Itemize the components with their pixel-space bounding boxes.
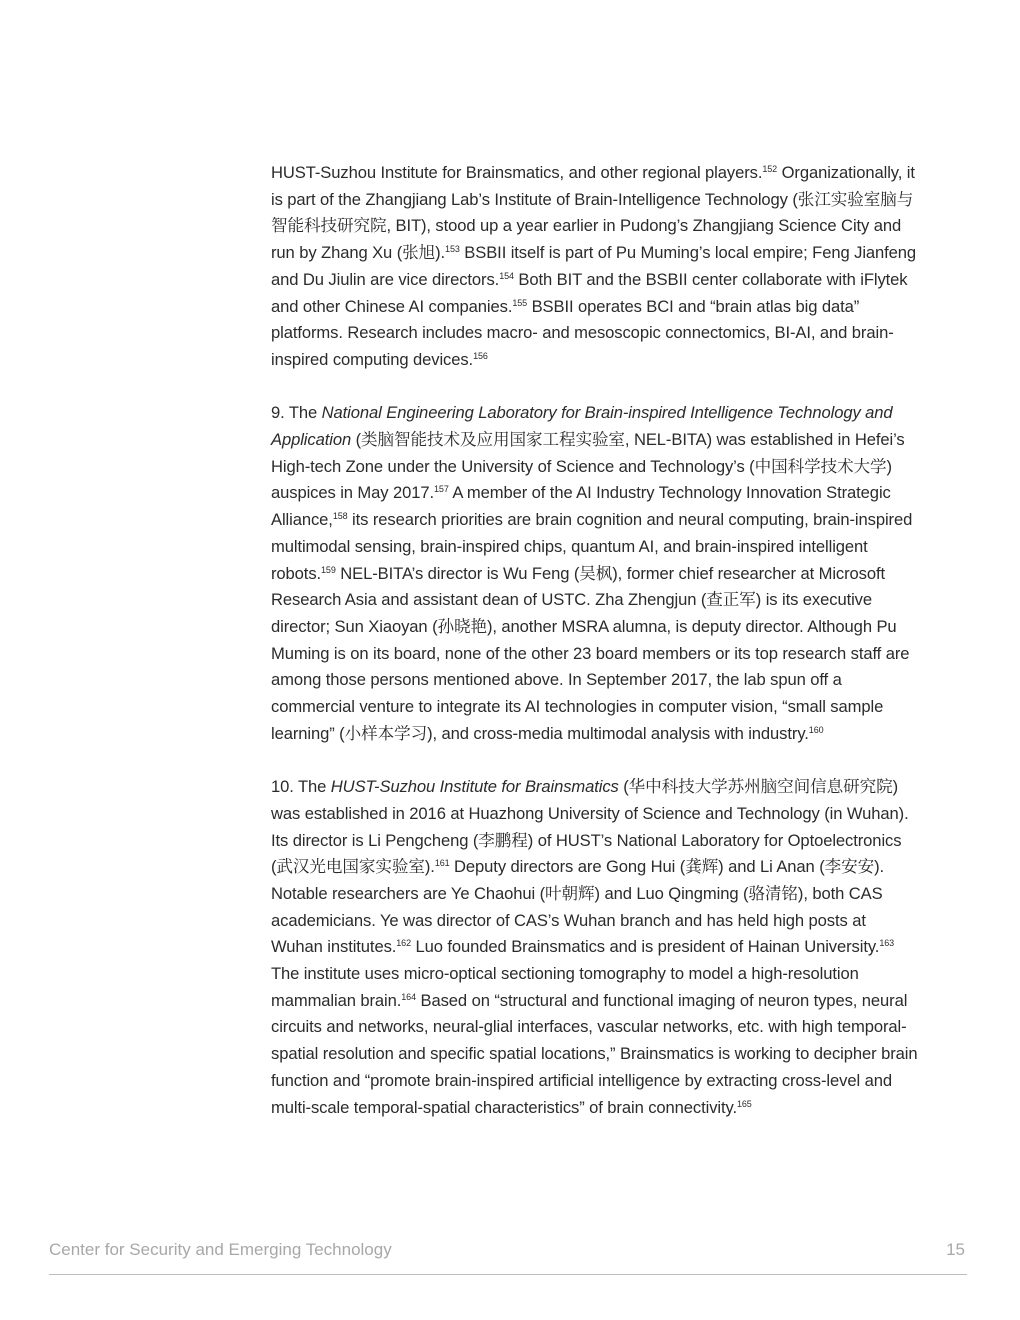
text-segment: (华中科技大学苏州脑空间信息研究院) was established in 2016 at Huazhong University of Science and Technology (in Wuhan). Its director is Li Pengcheng (李鹏程) of HUST’s National Laboratory for Optoelectronics (武汉光电国家实验室). bbox=[271, 777, 909, 877]
footnote-ref-156[interactable]: 156 bbox=[473, 350, 488, 361]
text-segment: Both BIT and the BSBII center collaborate with iFlytek and other Chinese AI companies. bbox=[271, 269, 908, 316]
paragraph-nel-bita bbox=[271, 400, 921, 747]
page-number: 15 bbox=[946, 1240, 965, 1259]
footnote-ref-162[interactable]: 162 bbox=[396, 938, 411, 949]
footer-organization: Center for Security and Emerging Technology bbox=[49, 1240, 392, 1259]
footnote-ref-155[interactable]: 155 bbox=[512, 297, 528, 308]
text-segment: (类脑智能技术及应用国家工程实验室, NEL-BITA) was established in Hefei’s High-tech Zone under the University of Science and Technology’s (中国科学技术大学) auspices in May 2017. bbox=[271, 430, 905, 503]
footnote-ref-154[interactable]: 154 bbox=[499, 270, 514, 281]
footnote-ref-164[interactable]: 164 bbox=[401, 991, 416, 1002]
footnote-ref-158[interactable]: 158 bbox=[332, 511, 348, 522]
text-segment: NEL-BITA’s director is Wu Feng (吴枫), former chief researcher at Microsoft Research Asia and assistant dean of USTC. Zha Zhengjun (查正军) is its executive director; Sun Xiaoyan (孙晓艳), another MSRA alumna, is deputy director. Although Pu Muming is on its board, none of the other 23 board members or its top research staff are among those persons mentioned above. In September 2017, the lab spun off a commercial venture to integrate its AI technologies in computer vision, “small sample learning” (小样本学习), and cross-media multimodal analysis with industry. bbox=[271, 563, 910, 743]
footnote-ref-159[interactable]: 159 bbox=[321, 564, 336, 575]
footnote-ref-153[interactable]: 153 bbox=[445, 244, 460, 255]
text-segment: 9. The bbox=[271, 403, 322, 423]
text-segment: A member of the AI Industry Technology Innovation Strategic Alliance, bbox=[271, 483, 891, 530]
text-segment: HUST-Suzhou Institute for Brainsmatics, and other regional players. bbox=[271, 163, 763, 182]
footnote-ref-163[interactable]: 163 bbox=[879, 938, 895, 949]
text-segment: The institute uses micro-optical sectioning tomography to model a high-resolution mammalian brain. bbox=[271, 964, 859, 1010]
text-segment: its research priorities are brain cognition and neural computing, brain-inspired multimodal sensing, brain-inspired chips, quantum AI, and brain-inspired intelligent robots. bbox=[271, 510, 913, 583]
page-footer bbox=[49, 1238, 967, 1275]
footnote-ref-152[interactable]: 152 bbox=[762, 164, 778, 174]
text-segment: BSBII itself is part of Pu Muming’s local empire; Feng Jianfeng and Du Jiulin are vice directors. bbox=[271, 243, 917, 289]
lab-name-italic: National Engineering Laboratory for Brain-inspired Intelligence Technology and Application bbox=[271, 403, 893, 450]
text-segment: Luo founded Brainsmatics and is president of Hainan University. bbox=[411, 937, 880, 957]
text-segment: Based on “structural and functional imaging of neuron types, neural circuits and networks, neural-glial interfaces, vascular networks, etc. with high temporal-spatial resolution and specific spatial locations,” Brainsmatics is working to decipher brain function and “promote brain-inspired artificial intelligence by extracting cross-level and multi-scale temporal-spatial characteristics” of brain connectivity. bbox=[271, 990, 918, 1117]
footnote-ref-160[interactable]: 160 bbox=[808, 724, 824, 735]
paragraph-hust-suzhou bbox=[271, 774, 921, 1121]
text-segment: Deputy directors are Gong Hui (龚辉) and Li Anan (李安安). Notable researchers are Ye Chaohui (叶朝辉) and Luo Qingming (骆清铭), both CAS academicians. Ye was director of CAS’s Wuhan branch and has held high posts at Wuhan institutes. bbox=[271, 857, 885, 957]
footnote-ref-161[interactable]: 161 bbox=[434, 858, 450, 869]
text-segment: Organizationally, it is part of the Zhangjiang Lab’s Institute of Brain-Intelligence Technology (张江实验室脑与智能科技研究院, BIT), stood up a year earlier in Pudong’s Zhangjiang Science City and run by Zhang Xu (张旭). bbox=[271, 163, 915, 263]
paragraph-bsbii bbox=[271, 160, 921, 374]
footnote-ref-165[interactable]: 165 bbox=[736, 1098, 752, 1109]
body-text bbox=[271, 160, 921, 1148]
text-segment: 10. The bbox=[271, 777, 331, 797]
footnote-ref-157[interactable]: 157 bbox=[434, 484, 449, 495]
text-segment: BSBII operates BCI and “brain atlas big data” platforms. Research includes macro- and mesoscopic connectomics, BI-AI, and brain-inspired computing devices. bbox=[271, 296, 894, 369]
institute-name-italic: HUST-Suzhou Institute for Brainsmatics bbox=[330, 777, 619, 797]
